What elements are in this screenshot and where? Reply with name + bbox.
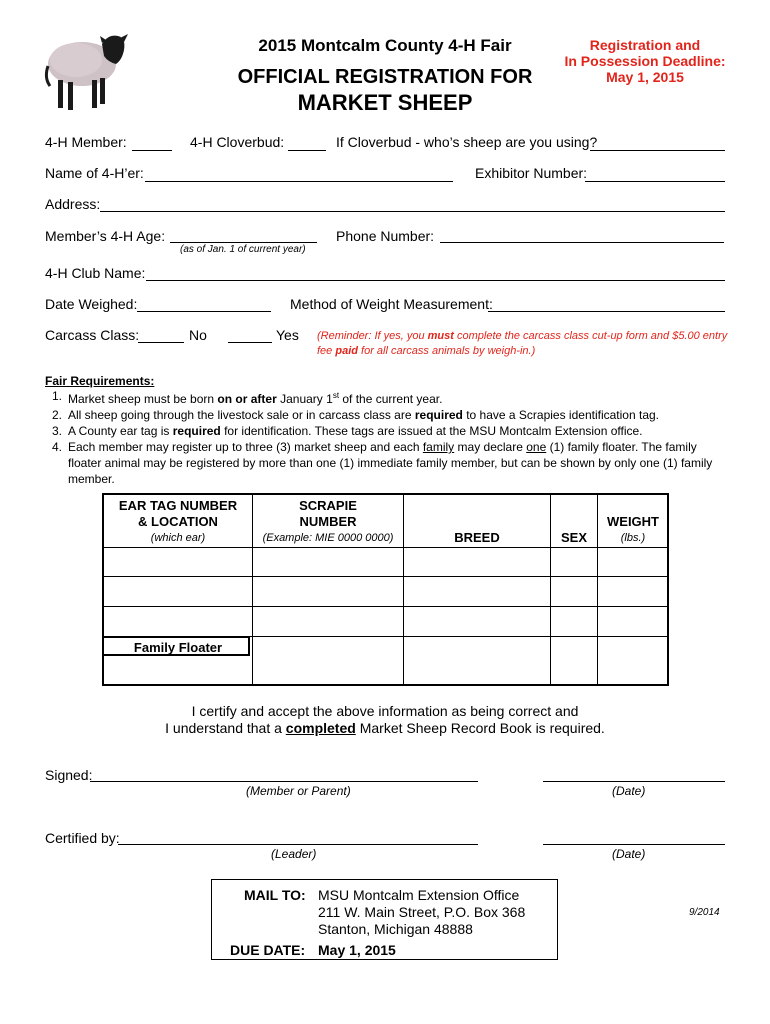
date-weighed-field[interactable] (137, 311, 271, 312)
signed-date-field[interactable] (543, 781, 725, 782)
col-weight-header (598, 514, 668, 546)
form-title-line1: OFFICIAL REGISTRATION FOR (237, 66, 533, 88)
reminder-text-d: for all carcass animals by weigh-in.) (357, 345, 536, 357)
reminder-text-b: complete the carcass class cut-up form and $5.00 entry (453, 330, 728, 342)
form-version: 9/2014 (689, 907, 720, 918)
requirements-list (46, 388, 726, 487)
table-row-divider (104, 547, 667, 548)
carcass-reminder (317, 329, 737, 359)
name-field[interactable] (145, 181, 453, 182)
requirement-text: may declare (454, 440, 527, 454)
cloverbud-sheep-field[interactable] (590, 150, 725, 151)
requirement-number: 4. (51, 440, 62, 454)
due-date-label: DUE DATE: (230, 942, 306, 958)
col-ear-tag-sub: (which ear) (150, 532, 206, 544)
requirement-text: Each member may register up to three (3) market sheep and each (68, 440, 423, 454)
phone-label: Phone Number: (336, 228, 435, 244)
certified-field[interactable] (118, 844, 478, 845)
deadline-label (560, 37, 730, 85)
table-row-divider (104, 576, 667, 577)
mail-box (211, 879, 558, 960)
certify-text-a: I understand that a (165, 720, 286, 736)
requirement-item (46, 423, 726, 439)
requirement-text: Market sheep must be born (68, 392, 218, 406)
requirement-number: 2. (51, 408, 62, 422)
requirement-emphasis: on or after (217, 392, 277, 406)
certified-label: Certified by: (45, 830, 120, 846)
requirement-underline: family (422, 440, 455, 454)
mail-address-line1: MSU Montcalm Extension Office (318, 887, 520, 903)
signed-label: Signed: (45, 767, 93, 783)
age-label: Member’s 4-H Age: (45, 228, 166, 244)
exhibitor-field[interactable] (585, 181, 725, 182)
member-parent-caption: (Member or Parent) (246, 784, 351, 798)
mail-address-line3: Stanton, Michigan 48888 (318, 921, 473, 937)
requirement-number: 1. (51, 389, 62, 403)
family-floater-label: Family Floater (133, 640, 223, 655)
table-col-divider (550, 495, 551, 684)
club-label: 4-H Club Name: (45, 265, 146, 281)
requirement-text: A County ear tag is (68, 424, 173, 438)
leader-caption: (Leader) (271, 847, 317, 861)
col-weight-sub: (lbs.) (620, 532, 646, 544)
carcass-no-field[interactable] (138, 342, 184, 343)
requirement-item (46, 388, 726, 407)
cloverbud-question: If Cloverbud - who’s sheep are you using? (336, 134, 598, 150)
age-note: (as of Jan. 1 of current year) (180, 244, 306, 255)
due-date-value: May 1, 2015 (318, 942, 396, 958)
date-weighed-label: Date Weighed: (45, 296, 138, 312)
col-scrapie-title2: NUMBER (299, 514, 357, 529)
requirements-heading: Fair Requirements: (45, 374, 155, 388)
member-label: 4-H Member: (45, 134, 127, 150)
col-ear-tag-title2: & LOCATION (138, 514, 218, 529)
requirement-number: 3. (51, 424, 62, 438)
reminder-must: must (427, 330, 454, 342)
sheep-illustration (36, 26, 136, 116)
exhibitor-label: Exhibitor Number: (475, 165, 588, 181)
requirement-text: to have a Scrapies identification tag. (462, 408, 659, 422)
certify-text-c: Market Sheep Record Book is required. (355, 720, 605, 736)
mail-to-label: MAIL TO: (244, 887, 306, 903)
form-title-line2: MARKET SHEEP (297, 90, 473, 115)
cloverbud-field[interactable] (288, 150, 326, 151)
requirement-emphasis: required (172, 424, 221, 438)
requirement-text: January 1 (276, 392, 333, 406)
address-label: Address: (45, 196, 101, 212)
carcass-yes-field[interactable] (228, 342, 272, 343)
certify-line2 (100, 720, 670, 736)
requirement-text: (1) family floater. The family floater animal may be registered by more than one (1) immediate family member, but can be shown by only one (1) family member. (68, 440, 713, 486)
reminder-text-c: fee (317, 345, 336, 357)
col-ear-tag-title: EAR TAG NUMBER (118, 498, 238, 513)
certified-date-caption: (Date) (612, 847, 646, 861)
age-field[interactable] (170, 242, 317, 243)
signed-date-caption: (Date) (612, 784, 646, 798)
carcass-no-label: No (189, 327, 207, 343)
requirement-text: of the current year. (339, 392, 443, 406)
requirement-underline: one (526, 440, 547, 454)
mail-address (318, 887, 525, 938)
member-field[interactable] (132, 150, 172, 151)
reminder-paid: paid (335, 345, 358, 357)
address-field[interactable] (100, 211, 725, 212)
carcass-label: Carcass Class: (45, 327, 140, 343)
deadline-date: May 1, 2015 (606, 69, 684, 85)
certify-line1: I certify and accept the above information as being correct and (191, 703, 579, 719)
col-scrapie-title: SCRAPIE (299, 498, 357, 513)
col-scrapie-sub: (Example: MIE 0000 0000) (262, 532, 394, 544)
requirement-emphasis: required (414, 408, 463, 422)
col-breed-header: BREED (454, 530, 500, 545)
sheep-table (102, 493, 669, 686)
cloverbud-label: 4-H Cloverbud: (190, 134, 285, 150)
certify-completed: completed (285, 720, 356, 736)
table-col-divider (403, 495, 404, 684)
requirement-text: All sheep going through the livestock sale or in carcass class are (68, 408, 415, 422)
name-label: Name of 4-H’er: (45, 165, 144, 181)
table-row-divider (104, 606, 667, 607)
col-ear-tag-header (104, 498, 252, 546)
phone-field[interactable] (440, 242, 724, 243)
requirement-superscript: st (332, 391, 340, 400)
club-field[interactable] (146, 280, 725, 281)
signed-field[interactable] (90, 781, 478, 782)
requirement-item (46, 407, 726, 423)
col-scrapie-header (253, 498, 403, 546)
method-field[interactable] (488, 311, 725, 312)
mail-address-line2: 211 W. Main Street, P.O. Box 368 (318, 904, 526, 920)
certified-date-field[interactable] (543, 844, 725, 845)
method-label: Method of Weight Measurement: (290, 296, 493, 312)
deadline-line1: Registration and (589, 37, 701, 53)
carcass-yes-label: Yes (276, 327, 299, 343)
reminder-text-a: (Reminder: If yes, you (317, 330, 428, 342)
requirement-text: for identification. These tags are issued at the MSU Montcalm Extension office. (220, 424, 643, 438)
fair-title: 2015 Montcalm County 4-H Fair (258, 36, 512, 55)
deadline-line2: In Possession Deadline: (564, 53, 726, 69)
requirement-item (46, 439, 726, 487)
col-weight-title: WEIGHT (607, 514, 659, 529)
col-sex-header: SEX (560, 530, 587, 545)
